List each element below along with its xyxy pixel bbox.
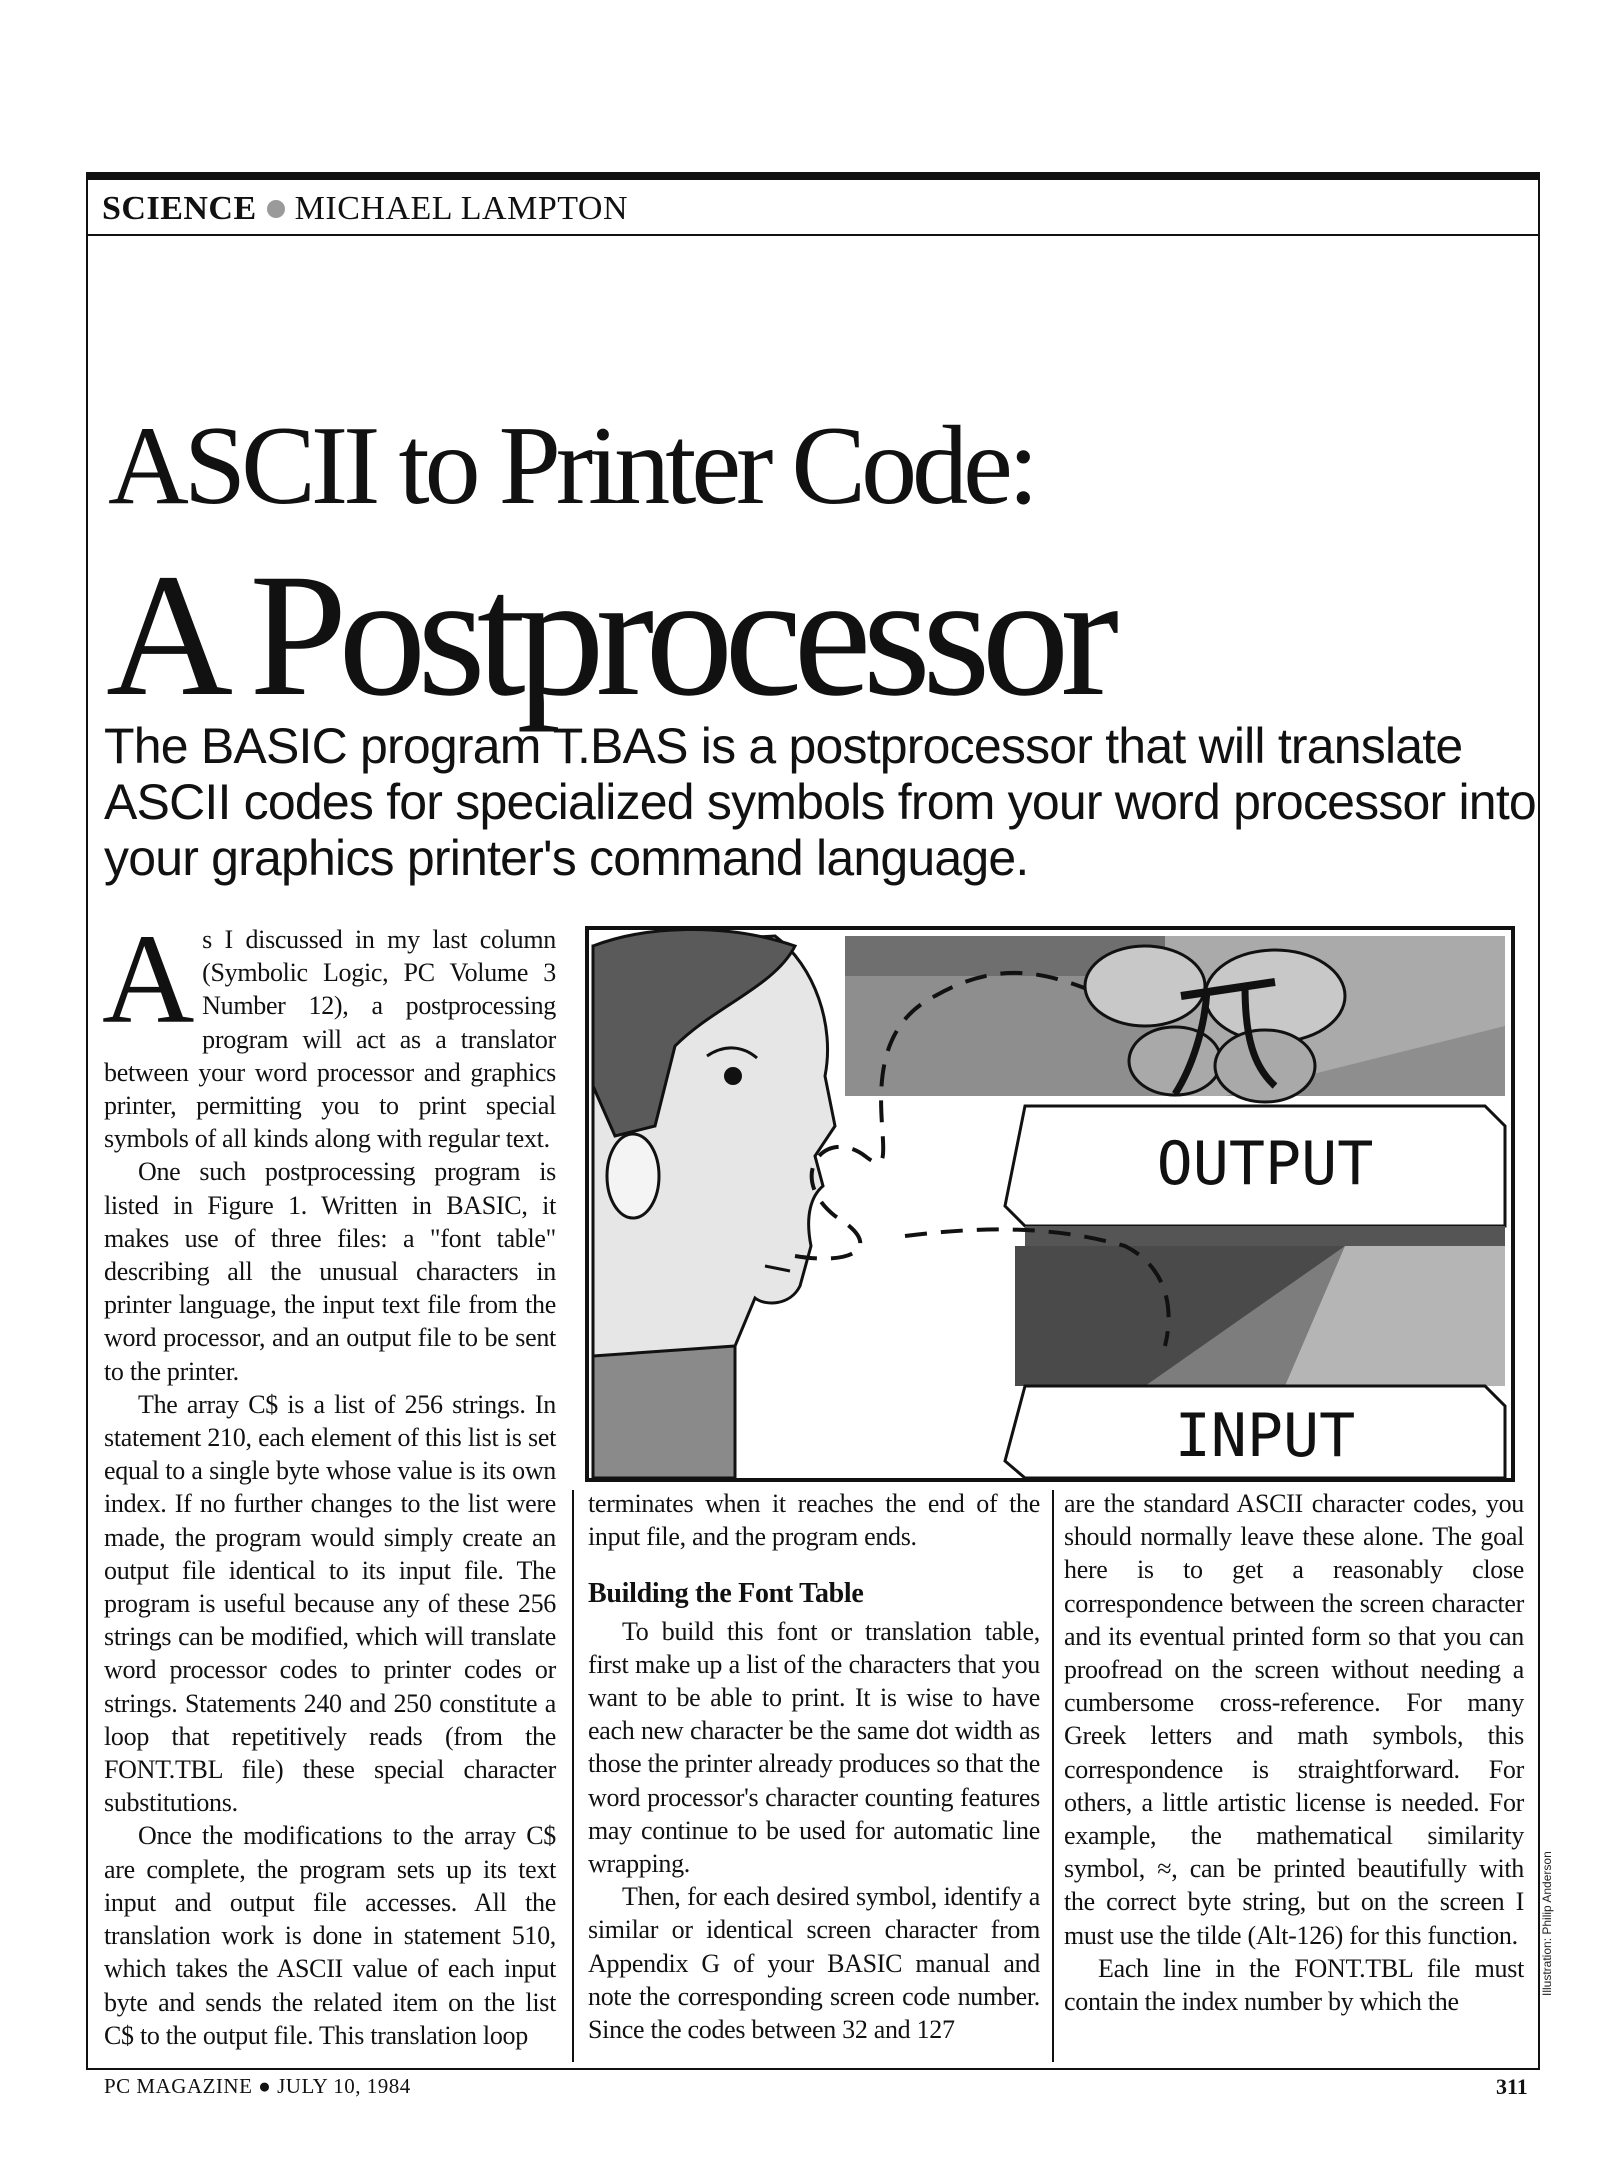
paragraph: are the standard ASCII character codes, you should normally leave these alone. The goal here is to get a reasonably close correspondence between the screen character and its eventual printed form so that you can proofread on the screen without needing a cumbersome cross-reference. For many Greek letters and math symbols, this correspondence is straightforward. For others, a little artistic license is needed. For example, the mathematical similarity symbol, ≈, can be printed beautifully with the correct byte string, but on the screen I must use the tilde (Alt-126) for this function. [1064,1489,1524,1950]
column-divider-2 [1052,1490,1054,2062]
issue-date: JULY 10, 1984 [277,2074,411,2098]
bottom-rule [86,2068,1540,2070]
subhead: Building the Font Table [588,1578,864,1610]
article-column-1 [102,908,556,2052]
paragraph: Once the modifications to the array C$ are complete, the program sets up its text input and output file accesses. All the translation work is done in statement 510, which takes the ASCII value of each input byte and sends the related item on the list C$ to the output file. This translation loop [104,1821,556,2050]
illustration [585,926,1515,1482]
left-frame-rule [86,180,88,2068]
bullet-dot [267,200,285,218]
column-header [102,186,628,232]
author-name: MICHAEL LAMPTON [294,190,629,227]
article-column-3 [1064,1487,1524,2018]
right-frame-rule [1538,180,1540,2068]
deck-subtitle: The BASIC program T.BAS is a postprocessor that will translate ASCII codes for specialized symbols from your word processor into your graphics printer's command language. [104,718,1536,886]
paragraph: Then, for each desired symbol, identify a similar or identical screen character from Appendix G of your BASIC manual and note the corresponding screen code number. Since the codes between 32 and 127 [588,1882,1040,2045]
paragraph: One such postprocessing program is listed in Figure 1. Written in BASIC, it makes use of three files: a "font table" describing all the unusual characters in printer language, the input text file from the word processor, and an output file to be sent to the printer. [104,1157,556,1386]
paragraph: s I discussed in my last column (Symbolic Logic, PC Volume 3 Number 12), a postprocessing program will act as a translator between your word processor and graphics printer, permitting you to print special symbols of all kinds along with regular text. [104,925,556,1154]
output-label: OUTPUT [1156,1129,1374,1199]
footer-publication [104,2074,411,2099]
article-column-2 [588,1487,1040,2046]
headline-line-1: ASCII to Printer Code: [108,404,1034,528]
bullet-dot: ● [258,2074,272,2098]
paragraph: To build this font or translation table, first make up a list of the characters that you want to be able to print. It is wise to have each new character be the same dot width as those the printer already produces so that the word processor's character counting features may continue to be used for automatic line wrapping. [588,1616,1040,1879]
illustration-art [585,926,1515,1482]
magazine-name: PC MAGAZINE [104,2074,253,2098]
headline-line-2: A Postprocessor [106,538,1111,733]
input-label: INPUT [1174,1401,1356,1471]
page-number: 311 [1496,2074,1528,2099]
top-rule [86,172,1540,180]
section-label: SCIENCE [102,190,257,227]
drop-cap: A [102,908,195,1050]
column-divider-1 [572,1490,574,2062]
paragraph: The array C$ is a list of 256 strings. In statement 210, each element of this list is set equal to a single byte whose value is its own index. If no further changes to the list were made, the program would simply create an output file identical to its input file. The program is useful because any of these 256 strings can be modified, which will translate word processor codes to printer codes or strings. Statements 240 and 250 constitute a loop that repetitively reads (from the FONT.TBL file) these special character substitutions. [104,1389,556,1818]
paragraph: Each line in the FONT.TBL file must contain the index number by which the [1064,1953,1524,2017]
illustration-credit: Illustration: Philip Anderson [1540,1851,1554,1996]
header-rule [86,234,1540,236]
paragraph: terminates when it reaches the end of the input file, and the program ends. [588,1489,1040,1552]
